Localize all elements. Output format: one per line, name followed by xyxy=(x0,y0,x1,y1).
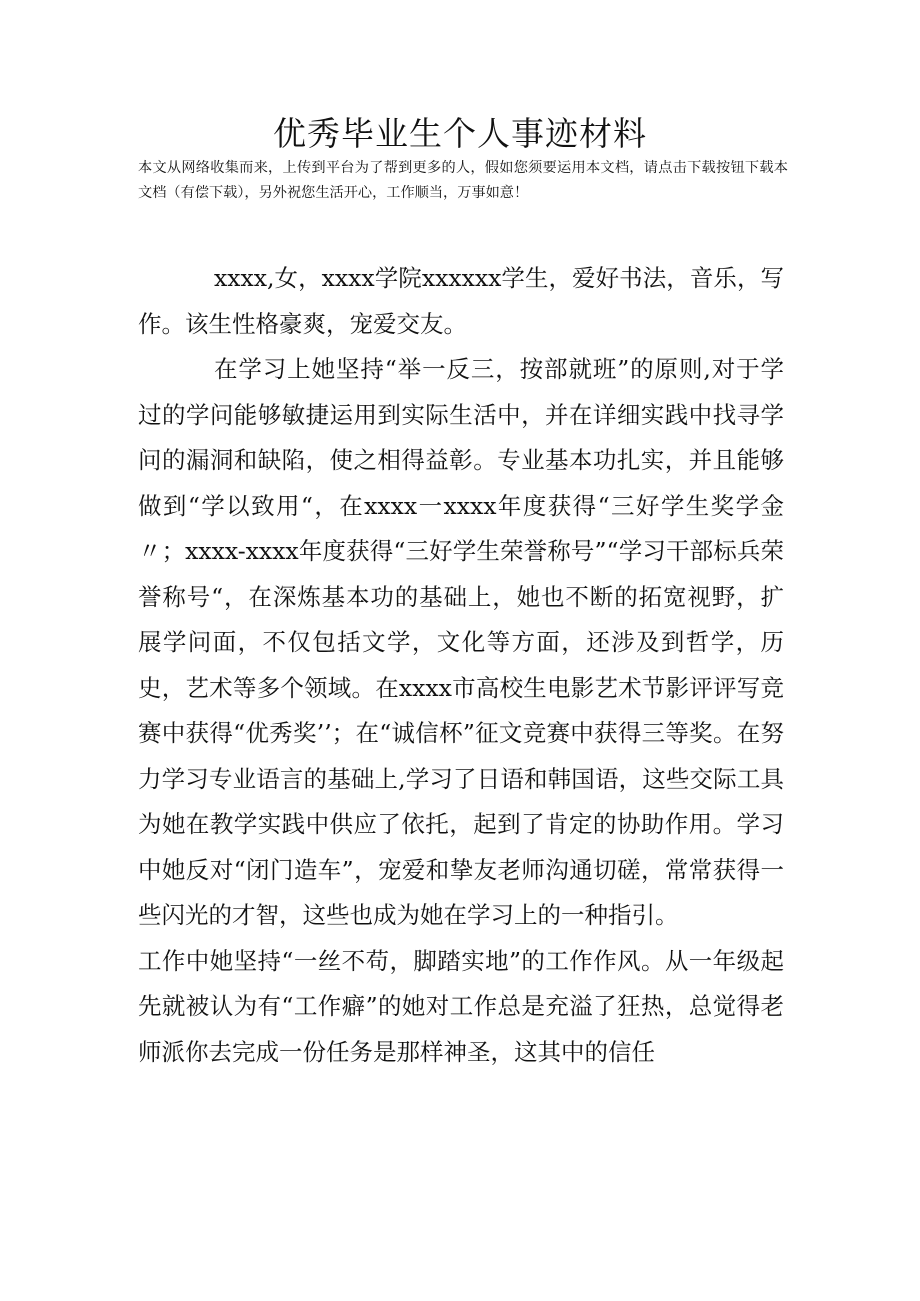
document-title: 优秀毕业生个人事迹材料 xyxy=(273,114,647,153)
paragraph-intro: xxxx,女，xxxx学院xxxxxx学生，爱好书法，音乐，写作。该生性格豪爽，宠爱交友。 xyxy=(138,264,784,338)
paragraph-work: 工作中她坚持“一丝不苟，脚踏实地”的工作作风。从一年级起先就被认为有“工作癖”的她对工作总是充溢了狂热，总觉得老师派你去完成一份任务是那样神圣，这其中的信任 xyxy=(138,946,784,1066)
document-body xyxy=(138,256,784,1075)
paragraph-study: 在学习上她坚持“举一反三，按部就班”的原则,对于学过的学问能够敏捷运用到实际生活中，并在详细实践中找寻学问的漏洞和缺陷，使之相得益彰。专业基本功扎实，并且能够做到“学以致用“，在xxxx一xxxx年度获得“三好学生奖学金〃；xxxx-xxxx年度获得“三好学生荣誉称号”“学习干部标兵荣誉称号“，在深炼基本功的基础上，她也不断的拓宽视野，扩展学问面，不仅包括文学，文化等方面，还涉及到哲学，历史，艺术等多个领域。在xxxx市高校生电影艺术节影评评写竞赛中获得“优秀奖’’；在“诚信杯”征文竞赛中获得三等奖。在努力学习专业语言的基础上,学习了日语和韩国语，这些交际工具为她在教学实践中供应了依托，起到了肯定的协助作用。学习中她反对“闭门造车”，宠爱和挚友老师沟通切磋，常常获得一些闪光的才智，这些也成为她在学习上的一种指引。 xyxy=(138,355,784,929)
download-notice: 本文从网络收集而来，上传到平台为了帮到更多的人，假如您须要运用本文档，请点击下载按钮下载本文档（有偿下载），另外祝您生活开心，工作顺当，万事如意！ xyxy=(138,160,788,201)
